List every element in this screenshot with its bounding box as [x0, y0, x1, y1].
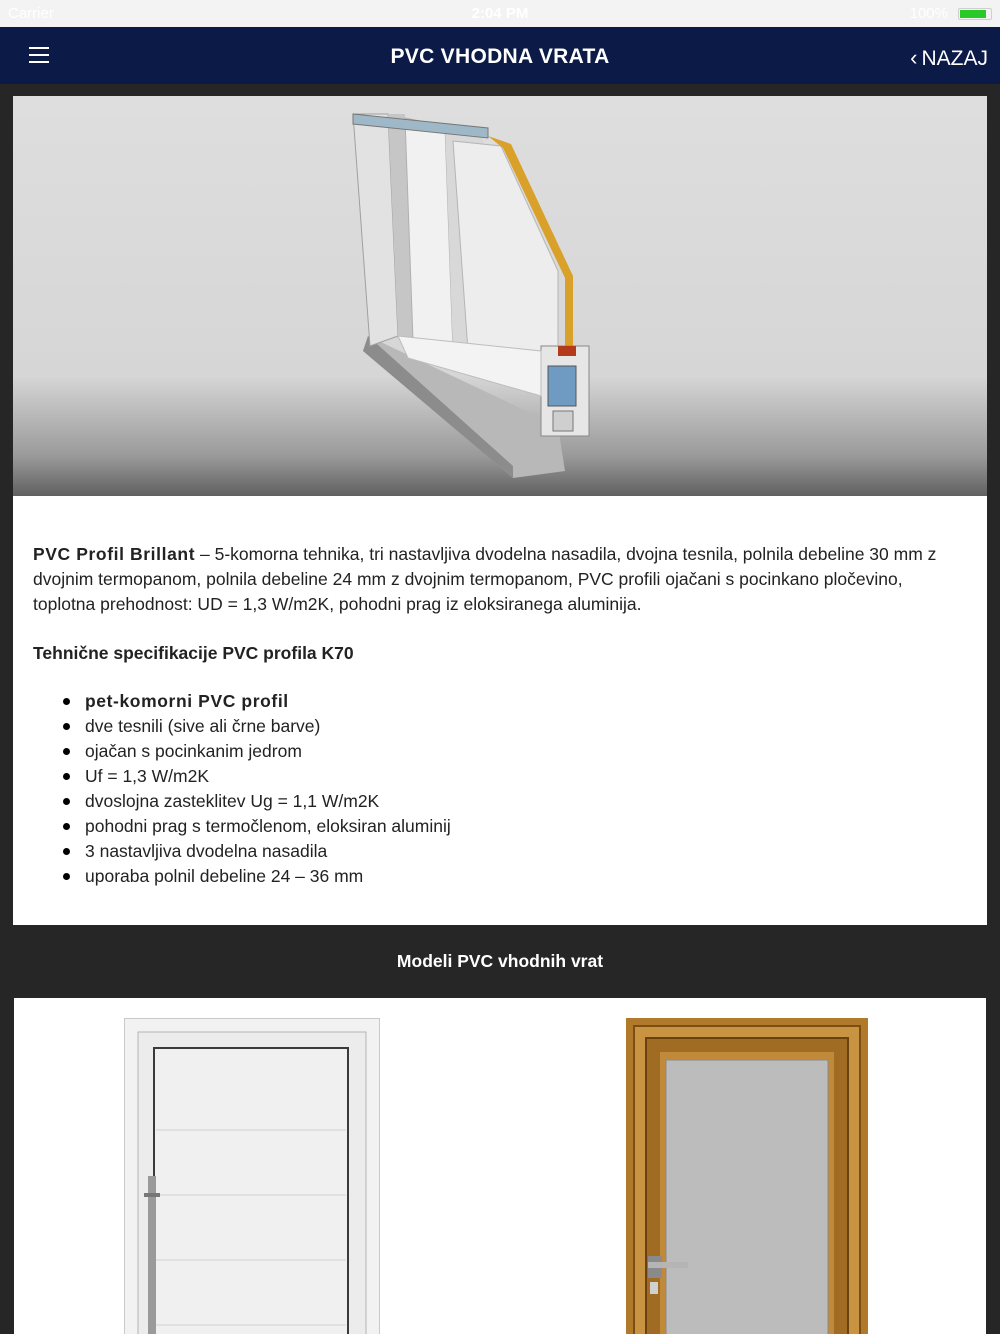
spec-heading: Tehnične specifikacije PVC profila K70	[33, 643, 354, 663]
back-button-label: NAZAJ	[921, 47, 988, 70]
bullet-icon	[63, 773, 70, 780]
spec-list	[33, 689, 451, 889]
list-item-label: 3 nastavljiva dvodelna nasadila	[85, 841, 328, 861]
bullet-icon	[63, 723, 70, 730]
nav-bar	[0, 27, 1000, 84]
white-door-model[interactable]	[124, 1018, 380, 1334]
door-profile-illustration	[13, 96, 987, 496]
list-item	[33, 689, 451, 714]
bullet-icon	[63, 873, 70, 880]
intro-brand: PVC Profil Brillant	[33, 544, 196, 564]
back-button[interactable]	[910, 45, 988, 71]
list-item-label: ojačan s pocinkanim jedrom	[85, 741, 302, 761]
bullet-icon	[63, 823, 70, 830]
bullet-icon	[63, 748, 70, 755]
intro-paragraph	[33, 542, 968, 617]
list-item	[33, 764, 451, 789]
list-item-label: dve tesnili (sive ali črne barve)	[85, 716, 321, 736]
list-item	[33, 714, 451, 739]
hero-image	[13, 96, 987, 496]
sash	[405, 118, 453, 351]
chevron-left-icon: ‹	[910, 45, 918, 70]
list-item	[33, 839, 451, 864]
content-card	[13, 496, 987, 925]
list-item	[33, 739, 451, 764]
models-card	[14, 998, 986, 1334]
list-item-label: pohodni prag s termočlenom, eloksiran aluminij	[85, 816, 451, 836]
wood-door-model[interactable]	[626, 1018, 868, 1334]
page-title: PVC VHODNA VRATA	[390, 45, 610, 68]
list-item	[33, 789, 451, 814]
intro-text: – 5-komorna tehnika, tri nastavljiva dvodelna nasadila, dvojna tesnila, polnila debeline 30 mm z dvojnim termopanom, polnila debeline 24 mm z dvojnim termopanom, PVC profili ojačani s pocinkano pločevino, toplotna prehodnost: UD = 1,3 W/m2K, pohodni prag iz eloksiranega aluminija.	[33, 544, 937, 614]
glass-panel	[453, 141, 558, 356]
battery-icon	[958, 8, 992, 20]
status-bar	[0, 0, 1000, 27]
status-time: 2:04 PM	[471, 5, 529, 22]
bullet-icon	[63, 698, 70, 705]
list-item	[33, 814, 451, 839]
models-section-title: Modeli PVC vhodnih vrat	[396, 951, 604, 971]
battery-percentage: 100%	[909, 5, 948, 22]
list-item	[33, 864, 451, 889]
list-item-label: Uf = 1,3 W/m2K	[85, 766, 209, 786]
list-item-label: uporaba polnil debeline 24 – 36 mm	[85, 866, 364, 886]
white-door-image	[124, 1018, 380, 1334]
bullet-icon	[63, 848, 70, 855]
list-item-label: pet-komorni PVC profil	[85, 691, 289, 711]
list-item-label: dvoslojna zasteklitev Ug = 1,1 W/m2K	[85, 791, 380, 811]
bullet-icon	[63, 798, 70, 805]
wood-door-image	[626, 1018, 868, 1334]
carrier-label: Carrier	[8, 5, 54, 22]
